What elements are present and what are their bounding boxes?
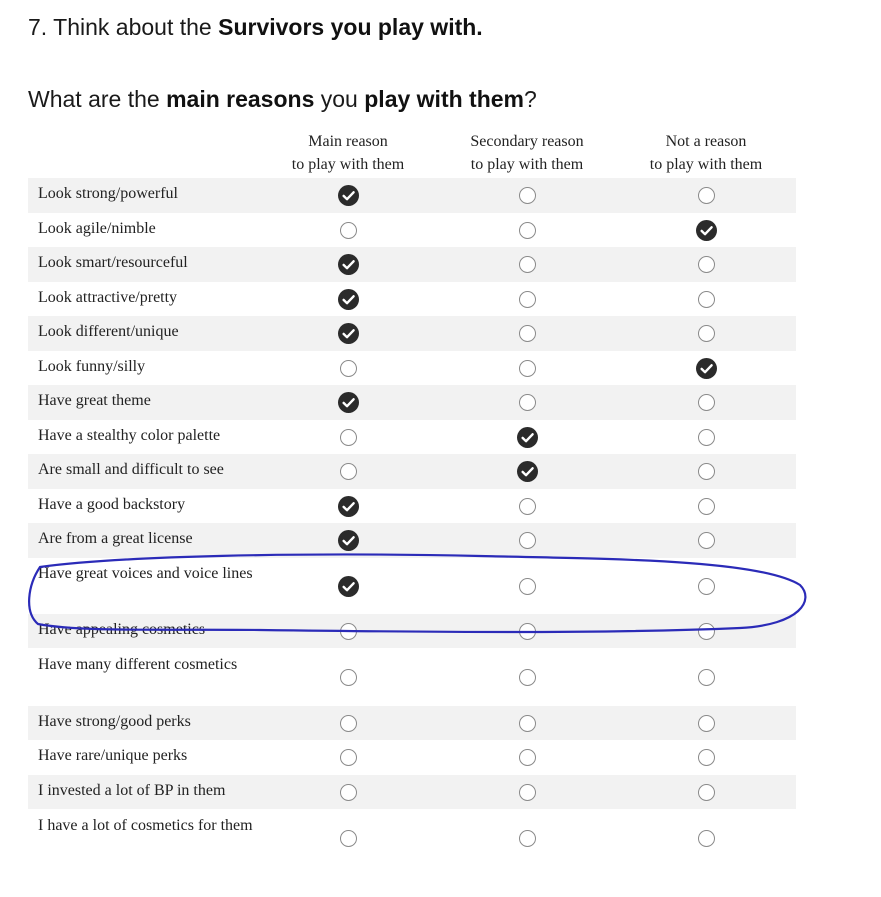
row-label: Have great theme: [38, 392, 151, 410]
radio-secondary-reason[interactable]: [519, 784, 536, 801]
matrix-row-i-have-a-lot-of-cosmetics-for-them: [28, 809, 796, 867]
row-label: Are from a great license: [38, 530, 193, 548]
row-label: Have great voices and voice lines: [38, 564, 253, 582]
radio-main-reason[interactable]: [340, 463, 357, 480]
radio-main-reason[interactable]: [340, 784, 357, 801]
checkmark-icon: [517, 461, 538, 482]
matrix-row-have-many-different-cosmetics: [28, 648, 796, 706]
radio-main-reason[interactable]: [340, 669, 357, 686]
checkmark-icon: [338, 576, 359, 597]
row-label: I invested a lot of BP in them: [38, 781, 226, 799]
radio-main-reason-checked[interactable]: [338, 323, 359, 344]
checkmark-icon: [338, 530, 359, 551]
radio-main-reason[interactable]: [340, 360, 357, 377]
radio-not-a-reason[interactable]: [698, 463, 715, 480]
radio-main-reason-checked[interactable]: [338, 530, 359, 551]
checkmark-icon: [338, 185, 359, 206]
row-label: Have appealing cosmetics: [38, 620, 206, 638]
radio-secondary-reason[interactable]: [519, 532, 536, 549]
row-label: Have strong/good perks: [38, 712, 191, 730]
matrix-row-have-appealing-cosmetics: [28, 614, 796, 648]
radio-main-reason-checked[interactable]: [338, 496, 359, 517]
radio-secondary-reason[interactable]: [519, 623, 536, 640]
radio-main-reason[interactable]: [340, 715, 357, 732]
radio-not-a-reason[interactable]: [698, 498, 715, 515]
matrix-row-have-strong-good-perks: [28, 706, 796, 740]
radio-secondary-reason[interactable]: [519, 830, 536, 847]
radio-secondary-reason-checked[interactable]: [517, 427, 538, 448]
column-header-secondary-reason: Secondary reason to play with them: [470, 133, 584, 173]
row-label: Look funny/silly: [38, 357, 146, 375]
radio-not-a-reason-checked[interactable]: [696, 220, 717, 241]
row-label: Look different/unique: [38, 323, 179, 341]
radio-secondary-reason[interactable]: [519, 360, 536, 377]
row-label: Have a stealthy color palette: [38, 426, 221, 444]
radio-main-reason-checked[interactable]: [338, 185, 359, 206]
matrix-row-look-agile-nimble: [28, 213, 796, 247]
question-title: 7. Think about the Survivors you play with.: [28, 14, 483, 40]
radio-main-reason[interactable]: [340, 749, 357, 766]
radio-not-a-reason[interactable]: [698, 578, 715, 595]
radio-secondary-reason[interactable]: [519, 256, 536, 273]
matrix-row-have-rare-unique-perks: [28, 740, 796, 775]
radio-not-a-reason[interactable]: [698, 256, 715, 273]
radio-not-a-reason[interactable]: [698, 291, 715, 308]
radio-secondary-reason[interactable]: [519, 187, 536, 204]
row-label: Look attractive/pretty: [38, 288, 178, 306]
checkmark-icon: [517, 427, 538, 448]
checkmark-icon: [338, 254, 359, 275]
radio-main-reason[interactable]: [340, 222, 357, 239]
matrix-row-look-different-unique: [28, 316, 796, 351]
row-label: Look smart/resourceful: [38, 254, 188, 272]
matrix-row-have-great-voices-and-voice-lines: [28, 558, 796, 614]
column-header-main-reason: Main reason to play with them: [291, 133, 405, 173]
row-label: Have rare/unique perks: [38, 747, 188, 765]
radio-secondary-reason[interactable]: [519, 394, 536, 411]
radio-secondary-reason[interactable]: [519, 578, 536, 595]
radio-not-a-reason[interactable]: [698, 623, 715, 640]
radio-not-a-reason[interactable]: [698, 784, 715, 801]
matrix-row-are-small-and-difficult-to-see: [28, 454, 796, 489]
radio-not-a-reason-checked[interactable]: [696, 358, 717, 379]
row-label: Look agile/nimble: [38, 219, 156, 237]
radio-not-a-reason[interactable]: [698, 429, 715, 446]
radio-main-reason[interactable]: [340, 830, 357, 847]
radio-secondary-reason[interactable]: [519, 325, 536, 342]
matrix-row-look-funny-silly: [28, 351, 796, 385]
radio-main-reason-checked[interactable]: [338, 254, 359, 275]
row-label: I have a lot of cosmetics for them: [38, 816, 253, 834]
radio-main-reason[interactable]: [340, 429, 357, 446]
radio-secondary-reason[interactable]: [519, 222, 536, 239]
radio-secondary-reason-checked[interactable]: [517, 461, 538, 482]
checkmark-icon: [338, 496, 359, 517]
radio-main-reason-checked[interactable]: [338, 576, 359, 597]
radio-not-a-reason[interactable]: [698, 532, 715, 549]
matrix-row-i-invested-a-lot-of-bp-in-them: [28, 775, 796, 809]
checkmark-icon: [696, 358, 717, 379]
column-header-not-a-reason: Not a reason to play with them: [649, 133, 763, 173]
checkmark-icon: [338, 289, 359, 310]
radio-not-a-reason[interactable]: [698, 669, 715, 686]
radio-main-reason-checked[interactable]: [338, 392, 359, 413]
radio-main-reason[interactable]: [340, 623, 357, 640]
radio-secondary-reason[interactable]: [519, 498, 536, 515]
checkmark-icon: [338, 323, 359, 344]
radio-secondary-reason[interactable]: [519, 715, 536, 732]
matrix-row-look-attractive-pretty: [28, 282, 796, 316]
radio-not-a-reason[interactable]: [698, 187, 715, 204]
matrix-row-have-great-theme: [28, 385, 796, 420]
matrix-row-look-strong-powerful: [28, 178, 796, 213]
row-label: Are small and difficult to see: [38, 461, 224, 479]
row-label: Have a good backstory: [38, 495, 186, 513]
radio-secondary-reason[interactable]: [519, 749, 536, 766]
radio-not-a-reason[interactable]: [698, 830, 715, 847]
radio-not-a-reason[interactable]: [698, 325, 715, 342]
matrix-row-have-a-stealthy-color-palette: [28, 420, 796, 454]
radio-main-reason-checked[interactable]: [338, 289, 359, 310]
matrix-row-look-smart-resourceful: [28, 247, 796, 282]
radio-not-a-reason[interactable]: [698, 394, 715, 411]
radio-secondary-reason[interactable]: [519, 291, 536, 308]
radio-secondary-reason[interactable]: [519, 669, 536, 686]
matrix-row-are-from-a-great-license: [28, 523, 796, 558]
checkmark-icon: [696, 220, 717, 241]
row-label: Look strong/powerful: [38, 185, 178, 203]
checkmark-icon: [338, 392, 359, 413]
row-label: Have many different cosmetics: [38, 655, 238, 673]
question-subtitle: What are the main reasons you play with them?: [28, 86, 537, 112]
radio-not-a-reason[interactable]: [698, 749, 715, 766]
radio-not-a-reason[interactable]: [698, 715, 715, 732]
matrix-row-have-a-good-backstory: [28, 489, 796, 523]
